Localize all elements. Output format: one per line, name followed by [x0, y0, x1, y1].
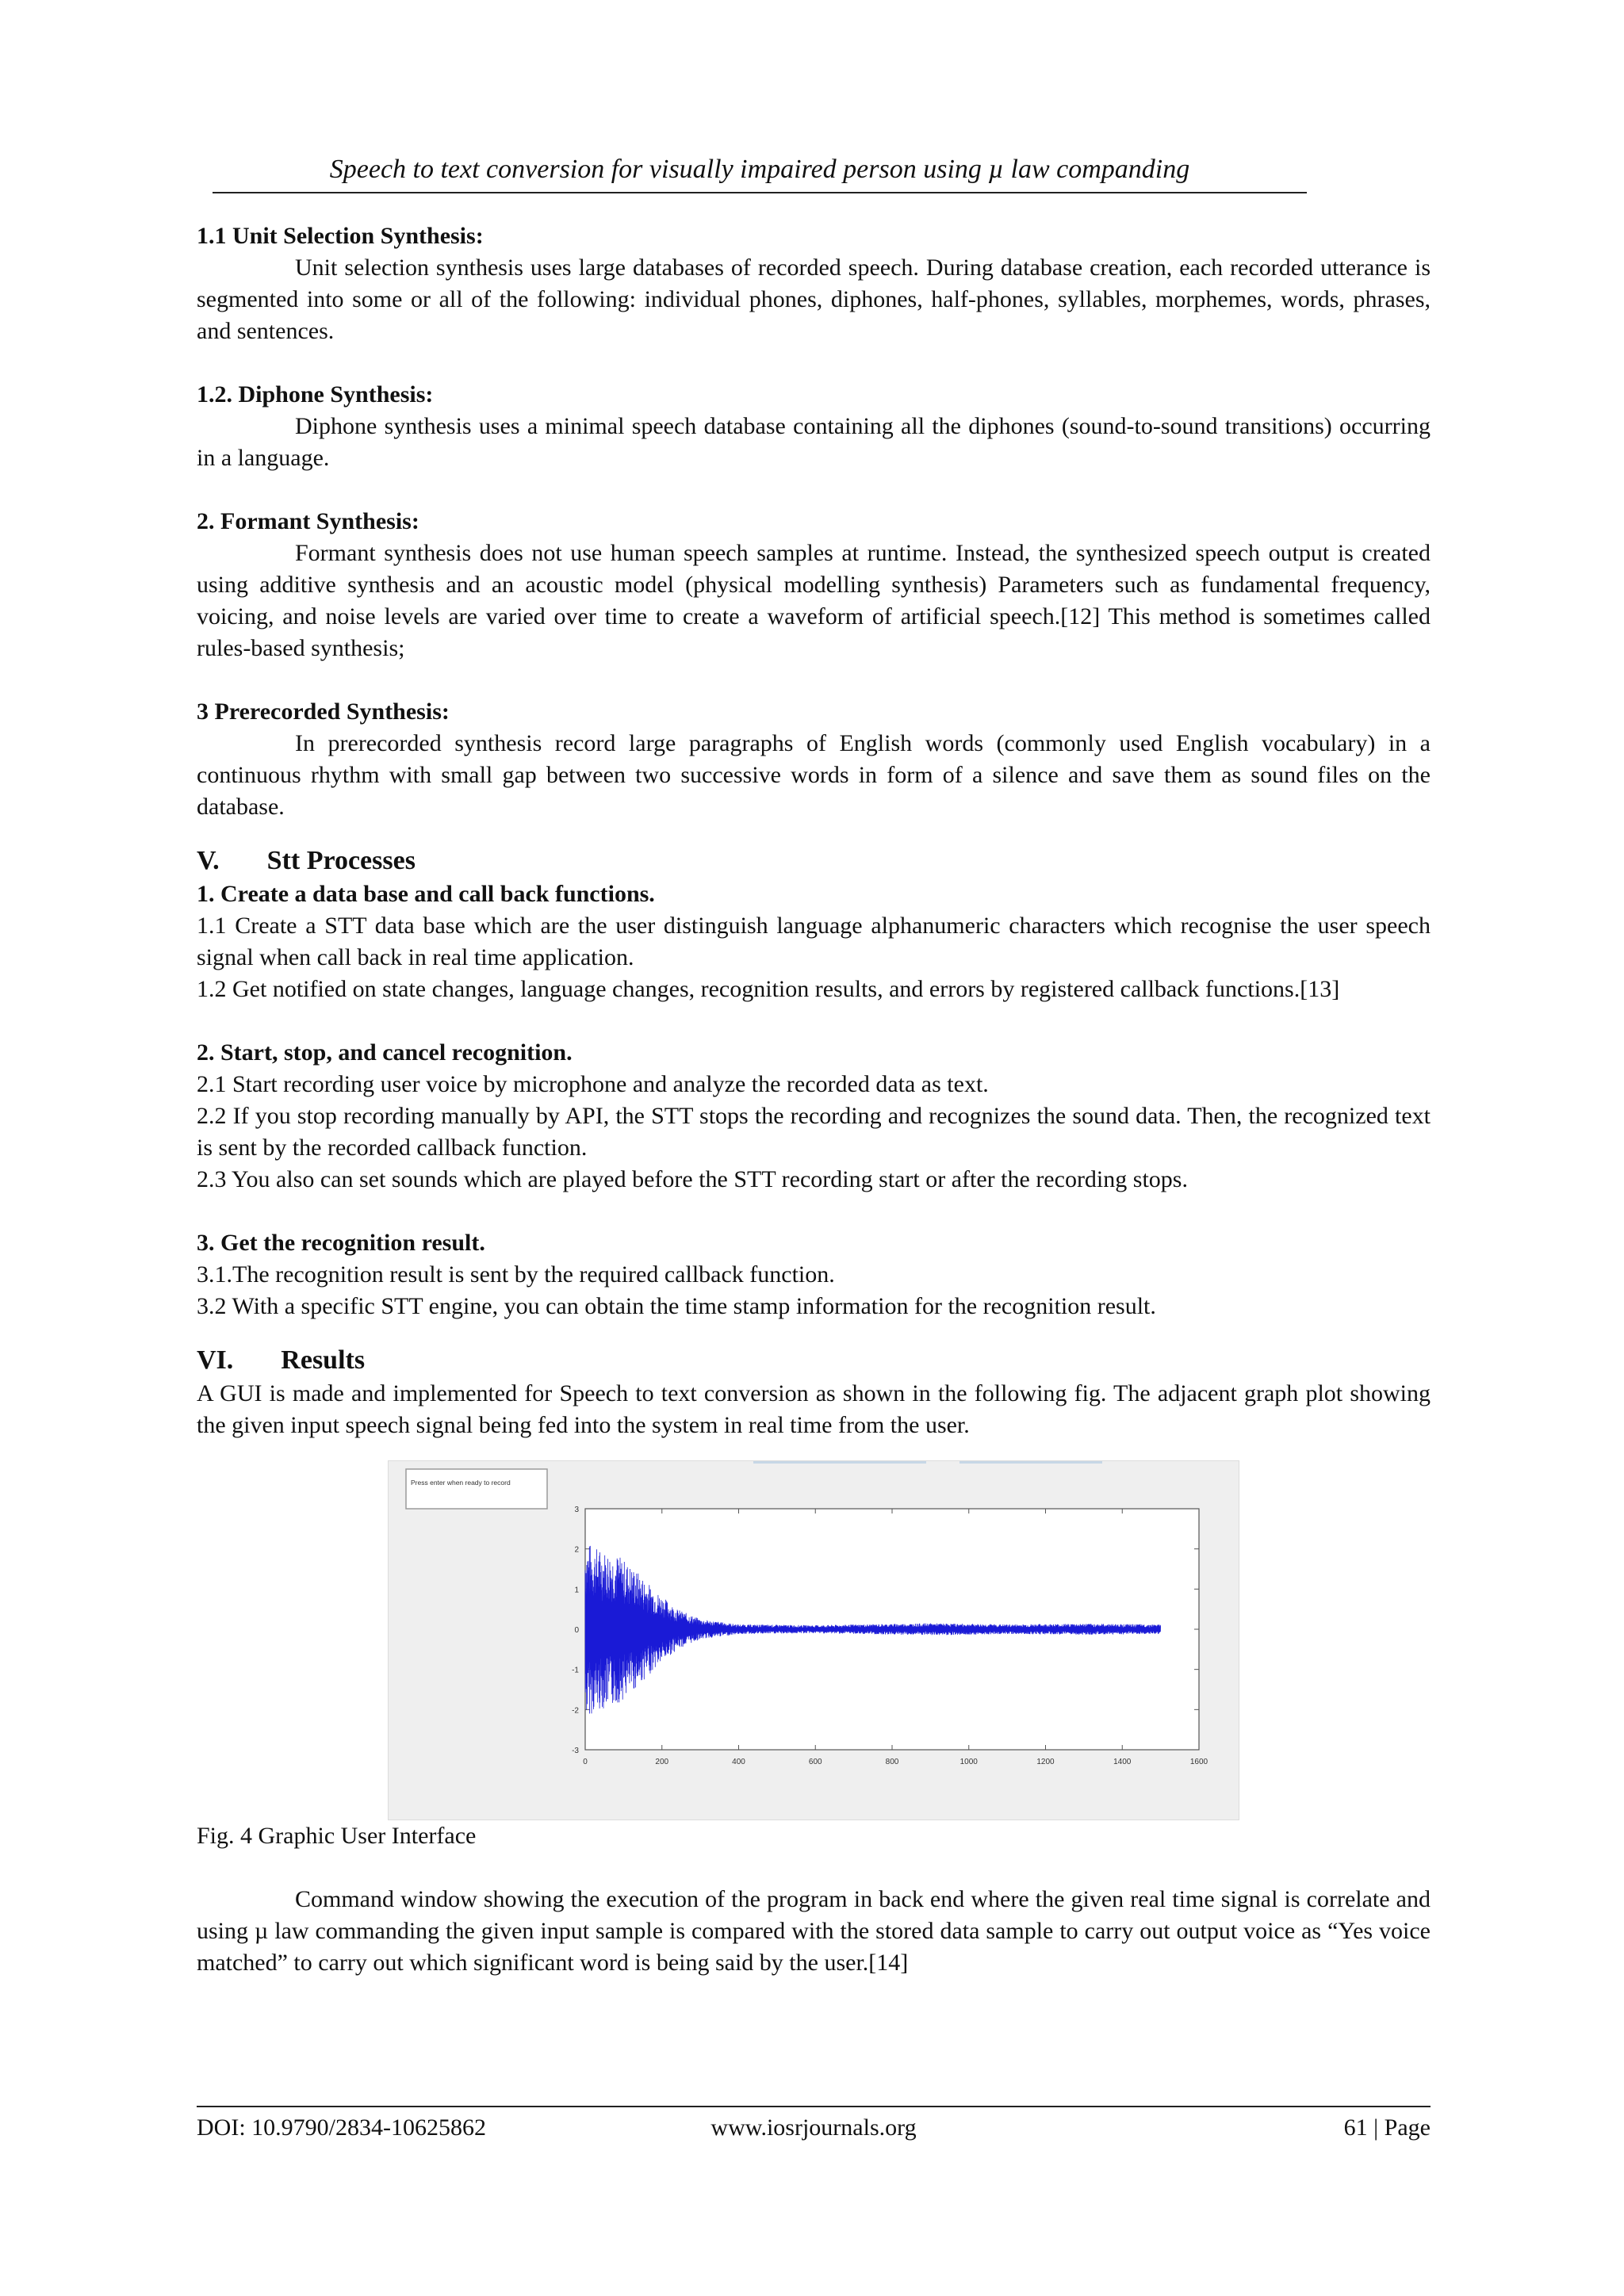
prompt-text: Press enter when ready to record [411, 1479, 511, 1487]
footer-page-number: 61 | Page [1343, 2114, 1431, 2141]
para-formant: Formant synthesis does not use human speech samples at runtime. Instead, the synthesized speech output is created using additive synthesis and an acoustic model (physical modelling synthesis) Parameters such as fundamental frequency, voicing, and noise levels are varied over time to create a waveform of artificial speech.[12] This method is sometimes called rules-based synthesis; [197, 540, 1431, 661]
list-item: 3.1.The recognition result is sent by the required callback function. [197, 1261, 835, 1288]
list-item: 1.1 Create a STT data base which are the user distinguish language alphanumeric characters which recognise the user speech signal when call back in real time application. [197, 913, 1431, 970]
list-item: 1.2 Get notified on state changes, language changes, recognition results, and errors by registered callback functions.[13] [197, 976, 1340, 1002]
gui-plot-svg [389, 1461, 1239, 1820]
section-title-stt [197, 844, 1431, 878]
heading-unit-selection: 1.1 Unit Selection Synthesis: [197, 223, 484, 249]
y-tick-label: -1 [572, 1666, 579, 1675]
heading-stt-3: 3. Get the recognition result. [197, 1230, 485, 1256]
y-tick-label: -3 [572, 1747, 579, 1755]
heading-diphone: 1.2. Diphone Synthesis: [197, 381, 434, 408]
section-number: V. [197, 846, 220, 875]
section-title-results [197, 1343, 1431, 1378]
list-item: 2.2 If you stop recording manually by API, the STT stops the recording and recognizes the sound data. Then, the recognized text is sent by the recorded callback function. [197, 1103, 1431, 1161]
y-tick-label: 0 [574, 1626, 579, 1635]
list-item: 2.3 You also can set sounds which are played before the STT recording start or after the recording stops. [197, 1166, 1188, 1192]
x-tick-label: 1200 [1036, 1758, 1055, 1766]
article-body [197, 220, 1431, 1979]
running-head: Speech to text conversion for visually impaired person using µ law companding [329, 155, 1190, 184]
list-item: 3.2 With a specific STT engine, you can obtain the time stamp information for the recognition result. [197, 1293, 1156, 1319]
heading-stt-1: 1. Create a data base and call back functions. [197, 881, 655, 907]
section-number: VI. [197, 1345, 234, 1375]
x-tick-label: 1000 [959, 1758, 978, 1766]
footer-rule [197, 2106, 1431, 2107]
y-tick-label: 3 [574, 1506, 579, 1514]
x-tick-label: 1400 [1113, 1758, 1132, 1766]
heading-stt-2: 2. Start, stop, and cancel recognition. [197, 1039, 573, 1066]
y-tick-label: 1 [574, 1586, 579, 1595]
figure-gui-screenshot [388, 1460, 1239, 1820]
x-tick-label: 0 [583, 1758, 588, 1766]
header-rule [213, 192, 1307, 193]
para-results-intro: A GUI is made and implemented for Speech to text conversion as shown in the following fig. The adjacent graph plot showing the given input speech signal being fed into the system in real time from the user. [197, 1380, 1431, 1438]
heading-prerecorded: 3 Prerecorded Synthesis: [197, 698, 450, 725]
figure-caption: Fig. 4 Graphic User Interface [197, 1823, 477, 1849]
x-tick-label: 400 [732, 1758, 745, 1766]
y-tick-label: 2 [574, 1545, 579, 1555]
heading-formant: 2. Formant Synthesis: [197, 508, 419, 534]
para-results-closing: Command window showing the execution of the program in back end where the given real time signal is correlate and using µ law commanding the given input sample is compared with the stored data sample to carry out output voice as “Yes voice matched” to carry out which significant word is being said by the user.[14] [197, 1886, 1431, 1976]
list-item: 2.1 Start recording user voice by microphone and analyze the recorded data as text. [197, 1071, 989, 1097]
footer-doi: DOI: 10.9790/2834-10625862 [197, 2114, 486, 2141]
section-title-text: Stt Processes [266, 846, 416, 875]
para-unit-selection: Unit selection synthesis uses large databases of recorded speech. During database creation, each recorded utterance is segmented into some or all of the following: individual phones, diphones, half-phones, syllables, morphemes, words, phrases, and sentences. [197, 254, 1431, 344]
prompt-box[interactable] [406, 1469, 547, 1509]
footer-site: www.iosrjournals.org [710, 2114, 917, 2141]
y-tick-label: -2 [572, 1706, 579, 1716]
section-title-text: Results [281, 1345, 366, 1375]
x-tick-label: 1600 [1189, 1758, 1208, 1766]
para-diphone: Diphone synthesis uses a minimal speech database containing all the diphones (sound-to-sound transitions) occurring in a language. [197, 413, 1431, 471]
x-tick-label: 600 [808, 1758, 822, 1766]
x-tick-label: 800 [885, 1758, 899, 1766]
x-tick-label: 200 [655, 1758, 669, 1766]
para-prerecorded: In prerecorded synthesis record large paragraphs of English words (commonly used English vocabulary) in a continuous rhythm with small gap between two successive words in form of a silence and save them as sound files on the database. [197, 730, 1431, 820]
